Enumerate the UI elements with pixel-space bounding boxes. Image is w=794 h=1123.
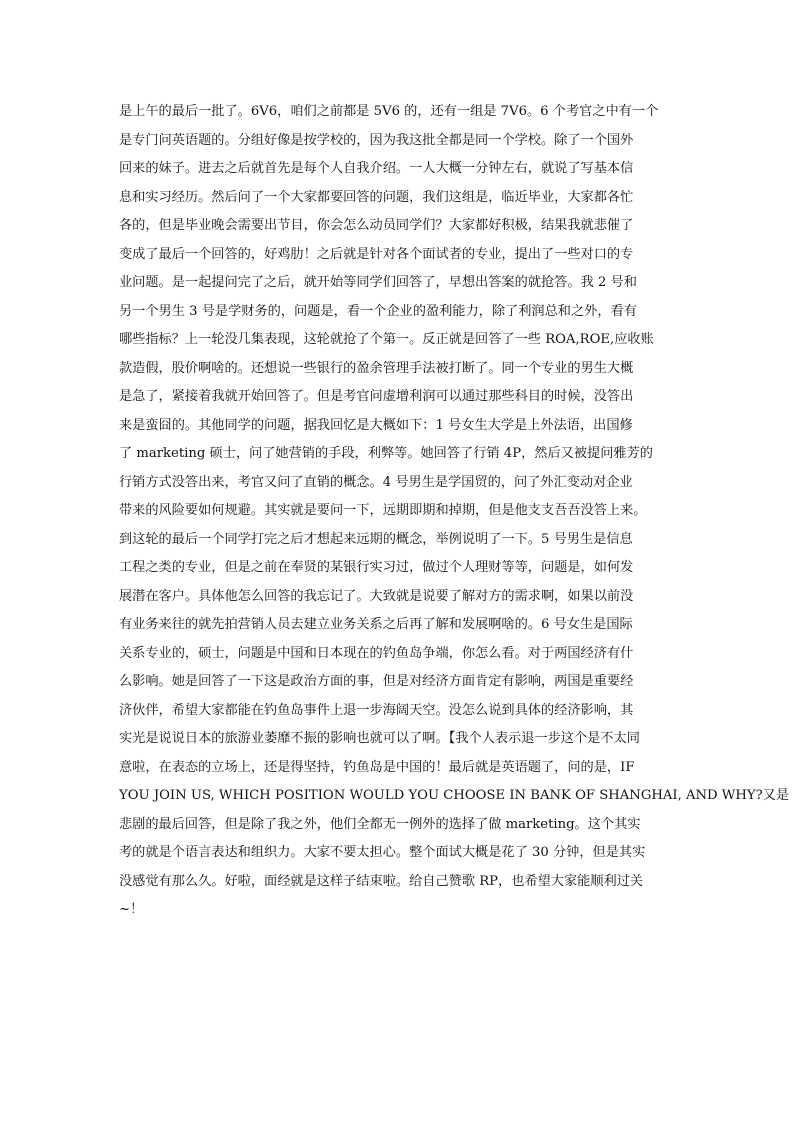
text-line: 款造假，股价啊啥的。还想说一些银行的盈余管理手法被打断了。同一个专业的男生大概: [119, 360, 634, 376]
text-line: 到这轮的最后一个同学打完之后才想起来远期的概念，举例说明了一下。5 号男生是信息: [119, 531, 633, 547]
text-line: 哪些指标？上一轮没几集表现，这轮就抢了个第一。反正就是回答了一些 ROA,ROE,应收账: [119, 332, 654, 347]
text-line: YOU JOIN US, WHICH POSITION WOULD YOU CHOOSE IN BANK OF SHANGHAI, AND WHY?又是: [119, 788, 790, 803]
text-line: 意啦，在表态的立场上，还是得坚持，钓鱼岛是中国的！最后就是英语题了，问的是，IF: [119, 759, 635, 775]
text-line: 息和实习经历。然后问了一个大家都要回答的问题，我们这组是，临近毕业，大家都各忙: [119, 189, 634, 205]
text-line: 变成了最后一个回答的，好鸡肋！之后就是针对各个面试者的专业，提出了一些对口的专: [119, 246, 634, 262]
text-line: 行销方式没答出来，考官又问了直销的概念。4 号男生是学国贸的，问了外汇变动对企业: [119, 474, 633, 490]
text-line: 是专门问英语题的。分组好像是按学校的，因为我这批全都是同一个学校。除了一个国外: [119, 132, 634, 148]
text-line: 济伙伴，希望大家都能在钓鱼岛事件上退一步海阔天空。没怎么说到具体的经济影响，其: [119, 702, 634, 718]
text-line: ~！: [119, 902, 144, 917]
text-line: 业问题。是一起提问完了之后，就开始等同学们回答了，早想出答案的就抢答。我 2 号和: [119, 275, 637, 290]
text-line: 实光是说说日本的旅游业萎靡不振的影响也就可以了啊。【我个人表示退一步这个是不太同: [119, 731, 640, 746]
text-line: 另一个男生 3 号是学财务的，问题是，看一个企业的盈利能力，除了利润总和之外，看有: [119, 303, 637, 319]
text-line: 回来的妹子。进去之后就首先是每个人自我介绍。一人大概一分钟左右，就说了写基本信: [119, 161, 634, 176]
text-line: 带来的风险要如何规避。其实就是要问一下，远期即期和掉期，但是他支支吾吾没答上来。: [119, 503, 647, 518]
body-text: [119, 98, 790, 925]
text-line: 各的，但是毕业晚会需要出节目，你会怎么动员同学们？大家都好积极，结果我就悲催了: [119, 218, 634, 233]
text-line: 来是蛮囧的。其他同学的问题，据我回忆是大概如下：1 号女生大学是上外法语，出国修: [119, 417, 633, 433]
text-line: 有业务来往的就先拍营销人员去建立业务关系之后再了解和发展啊啥的。6 号女生是国际: [119, 617, 633, 632]
text-line: 么影响。她是回答了一下这是政治方面的事，但是对经济方面肯定有影响，两国是重要经: [119, 674, 634, 689]
text-line: 没感觉有那么久。好啦，面经就是这样子结束啦。给自己赞歌 RP，也希望大家能顺利过关: [119, 873, 644, 889]
text-line: 关系专业的，硕士，问题是中国和日本现在的钓鱼岛争端，你怎么看。对于两国经济有什: [119, 645, 634, 661]
text-line: 是急了，紧接着我就开始回答了。但是考官问虚增利润可以通过那些科目的时候，没答出: [119, 389, 634, 404]
text-line: 工程之类的专业，但是之前在奉贤的某银行实习过，做过个人理财等等，问题是，如何发: [119, 560, 634, 575]
text-line: 考的就是个语言表达和组织力。大家不要太担心。整个面试大概是花了 30 分钟，但是其实: [119, 845, 646, 860]
text-line: 展潜在客户。具体他怎么回答的我忘记了。大致就是说要了解对方的需求啊，如果以前没: [119, 588, 634, 604]
text-line: 是上午的最后一批了。6V6，咱们之前都是 5V6 的，还有一组是 7V6。6 个考官之中有一个: [119, 104, 659, 119]
text-line: 了 marketing 硕士，问了她营销的手段，利弊等。她回答了行销 4P，然后又被提问雅芳的: [119, 446, 653, 461]
text-line: 悲剧的最后回答，但是除了我之外，他们全都无一例外的选择了做 marketing。这个其实: [119, 816, 641, 832]
